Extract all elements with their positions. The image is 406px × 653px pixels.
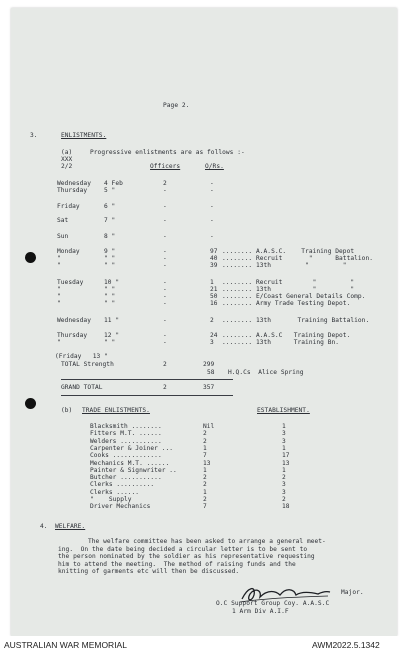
row-ors: 3 (210, 339, 214, 346)
paragraph-line: knitting of garments etc will then be discussed. (58, 568, 240, 575)
trade-enlisted: 1 (203, 444, 207, 452)
trade-name: " Supply (90, 496, 132, 503)
trade-enlisted: 2 (203, 496, 207, 503)
trade-enlisted: 2 (203, 430, 207, 438)
trade-name: Mechanics M.T. ...... (90, 459, 170, 467)
row-officers: - (163, 279, 167, 286)
row-date: " " (104, 286, 116, 293)
row-date: 11 " (104, 317, 120, 324)
row-day: " (57, 255, 61, 262)
trade-name: Cooks ............. (90, 452, 162, 460)
row-day: " (57, 262, 61, 269)
row-ors: 40 (210, 255, 218, 262)
trade-establishment: 2 (282, 474, 286, 482)
paragraph-line: the person nominated by the soldier as his representative requesting (58, 553, 315, 560)
grand-total-ors: 357 (203, 384, 215, 391)
row-date: 10 " (104, 279, 120, 286)
row-date: " " (104, 339, 116, 346)
row-ors: 24 (210, 332, 218, 339)
row-detail: ........ 13th Training Bn. (222, 339, 340, 346)
total-ors: 299 (203, 361, 215, 368)
trade-establishment: 18 (282, 503, 290, 511)
establishment-title: ESTABLISHMENT. (257, 407, 310, 414)
trade-establishment: 1 (282, 466, 286, 474)
trade-enlisted: 1 (203, 466, 207, 474)
row-officers: - (163, 255, 167, 262)
total-label: TOTAL Strength (61, 361, 114, 368)
punch-hole (25, 252, 36, 263)
intro-date: 2/2 (61, 163, 73, 170)
section-number: 4. (40, 523, 48, 530)
row-date: 6 " (104, 203, 116, 210)
trade-enlisted: 2 (203, 437, 207, 445)
row-detail: ........ A.A.S.C Training Depot. (222, 332, 351, 339)
trade-name: Fitters M.T. ...... (90, 430, 162, 438)
trade-enlisted: 13 (203, 459, 211, 467)
trade-name: Butcher ........... (90, 474, 162, 482)
row-officers: - (163, 187, 167, 194)
row-officers: - (163, 233, 167, 240)
trade-name: Clerks ...... (90, 488, 140, 496)
row-detail: ........ Army Trade Testing Depot. (222, 300, 351, 307)
paragraph-line: him to attend the meeting. The method of raising funds and the (58, 560, 296, 568)
trade-enlisted: 1 (203, 488, 207, 496)
intro-text: Progressive enlistments are as follows :- (90, 149, 245, 156)
section-number: 3. (30, 132, 38, 139)
row-officers: - (163, 286, 167, 293)
row-day: " (57, 300, 61, 307)
row-date: 12 " (104, 332, 120, 339)
paragraph-line: ing. On the date being decided a circular letter is to be sent to (58, 545, 308, 553)
row-day: Tuesday (57, 279, 84, 286)
row-ors: 16 (210, 300, 218, 307)
row-date: " " (104, 262, 116, 269)
row-day: " (57, 339, 61, 346)
trade-enlisted: Nil (203, 423, 215, 430)
signatory-unit: O.C Support Group Coy. A.A.S.C (216, 600, 330, 607)
trade-enlisted: 2 (203, 481, 207, 489)
row-day: Friday (57, 203, 80, 210)
row-day: " (57, 286, 61, 293)
row-officers: - (163, 217, 167, 224)
trade-establishment: 17 (282, 452, 290, 460)
grand-total-officers: 2 (163, 384, 167, 391)
trade-name: Blacksmith ........ (90, 423, 162, 430)
trade-title: TRADE ENLISTMENTS. (82, 407, 150, 414)
trade-enlisted: 7 (203, 503, 207, 511)
trade-name: Welders ........... (90, 437, 162, 445)
total-extra-text: H.Q.Cs Alice Spring (228, 369, 304, 376)
row-detail: ........ 13th Training Battalion. (222, 317, 370, 324)
trade-enlisted: 2 (203, 474, 207, 482)
trade-name: Driver Mechanics (90, 503, 151, 511)
row-day: Wednesday (57, 317, 91, 324)
row-officers: - (163, 317, 167, 324)
row-date: 8 " (104, 233, 116, 240)
row-date: 9 " (104, 248, 116, 255)
friday-row: (Friday 13 " (55, 353, 108, 360)
trade-establishment: 13 (282, 459, 290, 467)
row-detail: ........ 13th " " (222, 262, 347, 269)
archive-reference: AWM2022.5.1342 (312, 640, 380, 650)
page-number: Page 2. (163, 102, 190, 109)
trade-establishment: 1 (282, 444, 286, 452)
paragraph-line: The welfare committee has been asked to arrange a general meet- (88, 538, 326, 545)
col-ors: O/Rs. (205, 163, 224, 170)
row-officers: - (163, 293, 167, 300)
trade-establishment: 3 (282, 488, 286, 496)
row-date: 4 Feb (104, 180, 123, 187)
trade-establishment: 2 (282, 496, 286, 503)
sub-label: (a) (61, 149, 73, 156)
trade-establishment: 3 (282, 437, 286, 445)
section-title: WELFARE. (55, 523, 86, 530)
row-ors: 2 (210, 317, 214, 324)
trade-name: Carpenter & Joiner ... (90, 444, 174, 452)
row-ors: 21 (210, 286, 218, 293)
sub-label: (b) (61, 407, 73, 414)
trade-establishment: 1 (282, 423, 286, 430)
trade-establishment: 3 (282, 481, 286, 489)
row-ors: - (210, 187, 214, 194)
total-officers: 2 (163, 361, 167, 368)
row-ors: - (210, 217, 214, 224)
trade-name: Clerks .......... (90, 481, 155, 489)
archive-footer (0, 636, 406, 653)
row-date: 5 " (104, 187, 116, 194)
row-date: " " (104, 300, 116, 307)
row-detail: ........ Recruit " " (222, 279, 355, 286)
row-officers: - (163, 332, 167, 339)
divider (61, 395, 233, 396)
row-date: 7 " (104, 217, 116, 224)
divider (61, 379, 233, 380)
trade-establishment: 3 (282, 430, 286, 438)
row-ors: - (210, 180, 214, 187)
total-extra-num: 58 (207, 369, 215, 376)
row-day: " (57, 293, 61, 300)
row-officers: - (163, 262, 167, 269)
grand-total-label: GRAND TOTAL (61, 384, 103, 391)
trade-enlisted: 7 (203, 452, 207, 460)
trade-name: Painter & Signwriter .. (90, 466, 177, 474)
signatory-rank: Major. (341, 589, 364, 596)
row-day: Thursday (57, 187, 88, 194)
row-officers: - (163, 339, 167, 346)
row-ors: - (210, 233, 214, 240)
row-day: Sat (57, 217, 69, 224)
row-ors: 97 (210, 248, 218, 255)
row-date: " " (104, 255, 116, 262)
row-detail: ........ A.A.S.C. Training Depot (222, 248, 355, 255)
row-ors: 50 (210, 293, 218, 300)
punch-hole (25, 398, 36, 409)
row-officers: - (163, 300, 167, 307)
row-officers: - (163, 203, 167, 210)
row-ors: 1 (210, 279, 214, 286)
row-day: Wednesday (57, 180, 91, 187)
struck-text: XXX (61, 156, 73, 163)
row-officers: 2 (163, 180, 167, 187)
row-day: Sun (57, 233, 69, 240)
section-title: ENLISTMENTS. (61, 132, 107, 139)
col-officers: Officers (150, 163, 181, 170)
row-day: Monday (57, 248, 80, 255)
row-day: Thursday (57, 332, 88, 339)
archive-name: AUSTRALIAN WAR MEMORIAL (4, 640, 127, 650)
signatory-division: 1 Arm Div A.I.F (232, 608, 289, 615)
row-detail: ........ Recruit " Battalion. (222, 255, 374, 262)
row-officers: - (163, 248, 167, 255)
row-ors: 39 (210, 262, 218, 269)
row-detail: ........ 13th " " (222, 286, 355, 293)
row-date: " " (104, 293, 116, 300)
row-detail: ........ E/Coast General Details Comp. (222, 293, 366, 300)
row-ors: - (210, 203, 214, 210)
